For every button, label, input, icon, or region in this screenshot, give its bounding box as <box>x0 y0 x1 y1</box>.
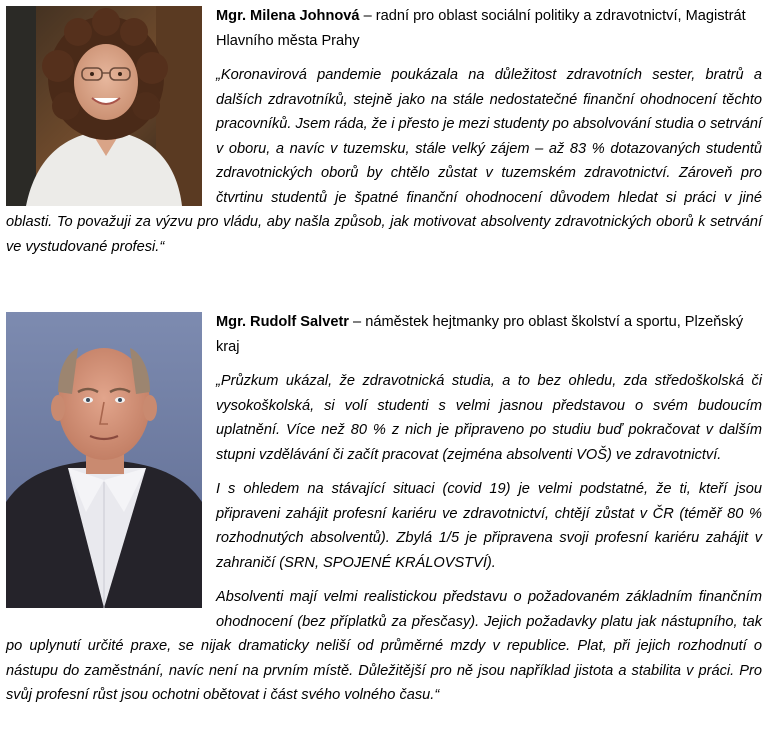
speaker-role-salvetr: – náměstek hejtmanky pro oblast školství a sportu, Plzeňský kraj <box>216 314 744 355</box>
speaker-name-johnova: Mgr. Milena Johnová <box>216 8 360 24</box>
quote-text-salvetr-1: „Průzkum ukázal, že zdravotnická studia, a to bez ohledu, zda středoškolská či vysokoškolská, si volí studenti s velmi jasnou představou o svém budoucím uplatnění. Více než 80 % z nich je připraveno po studiu buď pokračovat v dalším stupni vzdělávání či začít pracovat (zejména absolventi VOŠ) ve zdravotnictví. <box>216 373 762 463</box>
quote-text-salvetr-2: I s ohledem na stávající situaci (covid 19) je velmi podstatné, že ti, kteří jsou připraveni zahájit profesní kariéru ve zdravotnictví, chtějí zůstat v ČR (téměř 80 % rozhodnutých absolventů). Zbylá 1/5 je připravena svoji profesní kariéru zahájit v zahraničí (SRN, SPOJENÉ KRÁLOVSTVÍ). <box>216 481 762 571</box>
speaker-name-salvetr: Mgr. Rudolf Salvetr <box>216 314 349 330</box>
quote-text-johnova: „Koronavirová pandemie poukázala na důležitost zdravotních sester, bratrů a dalších zdravotníků, stejně jako na stále nedostatečné finanční ohodnocení těchto pracovníků. Jsem ráda, že i přesto je mezi studenty po absolvování studia o setrvání v oboru, a navíc v tuzemsku, stále velký zájem – až 83 % dotazovaných studentů zdravotnických oborů by chtělo zůstat v tuzemském zdravotnictví. Zároveň pro čtvrtinu studentů je špatné finanční ohodnocení důvodem hledat si práci v jiné oblasti. To považuji za výzvu pro vládu, aby našla způsob, jak motivovat absolventy zdravotnických oborů k setrvání ve vystudované profesi.“ <box>6 67 762 255</box>
portrait-photo-salvetr <box>6 312 202 608</box>
speaker-role-johnova: – radní pro oblast sociální politiky a zdravotnictví, Magistrát Hlavního města Prahy <box>216 8 746 49</box>
quote-block-salvetr <box>6 310 762 708</box>
portrait-photo-johnova <box>6 6 202 206</box>
quote-text-salvetr-3: Absolventi mají velmi realistickou představu o požadovaném základním finančním ohodnocení (bez příplatků za přesčasy). Jejich požadavky platu jak nástupního, tak po uplynutí určité praxe, se nijak dramaticky neliší od průměrné mzdy v republice. Plat, při jejich rozhodnutí o nástupu do zaměstnání, navíc není na prvním místě. Důležitější pro ně jsou například jistota a stabilita v práci. Pro svůj profesní růst jsou ochotni obětovat i část svého volného času.“ <box>6 589 762 703</box>
quote-block-johnova <box>6 4 762 259</box>
